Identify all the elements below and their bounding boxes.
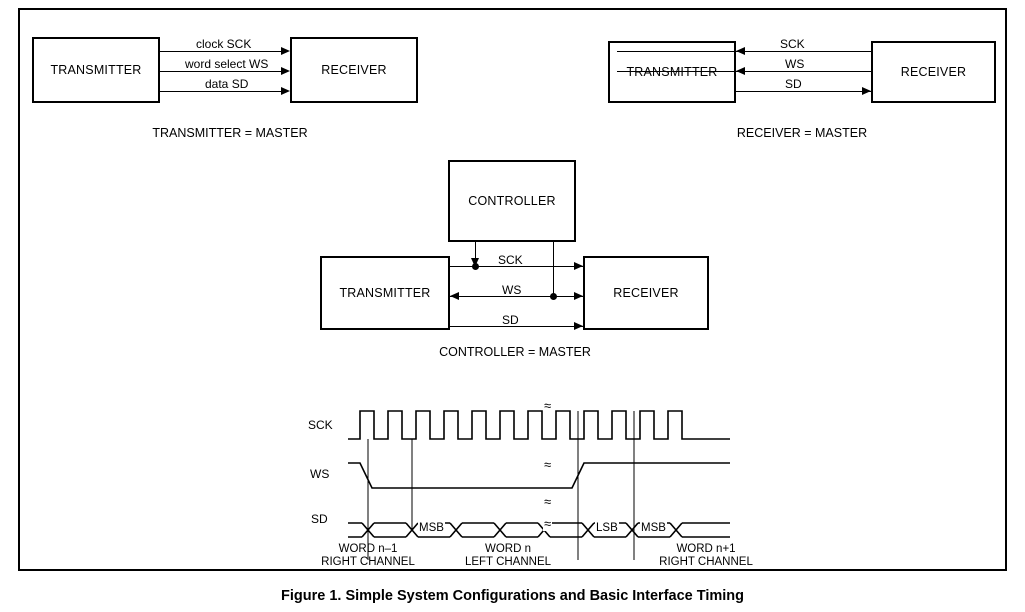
tx-master-sd-label: data SD xyxy=(205,77,249,91)
figure-caption: Figure 1. Simple System Configurations and Basic Interface Timing xyxy=(280,588,745,604)
box-label: RECEIVER xyxy=(321,63,387,77)
tx-master-ws-line xyxy=(160,71,281,72)
tx-master-sd-line xyxy=(160,91,281,92)
timing-ws-label: WS xyxy=(310,467,330,481)
word-marker-line1: WORD n+1 xyxy=(676,543,736,555)
ctrl-master-receiver-box xyxy=(583,256,709,330)
tx-master-sck-line xyxy=(160,51,281,52)
word-marker-line1: WORD n–1 xyxy=(338,543,398,555)
box-label: CONTROLLER xyxy=(468,194,556,208)
tx-master-ws-arrow xyxy=(281,67,290,75)
tx-master-sck-arrow xyxy=(281,47,290,55)
box-label: RECEIVER xyxy=(900,65,967,79)
ctrl-sck-label: SCK xyxy=(498,253,523,267)
controller-box xyxy=(448,160,576,242)
sd-msb-label-2: MSB xyxy=(641,522,666,534)
ctrl-ws-junction-dot xyxy=(550,293,557,300)
rx-master-caption: RECEIVER = MASTER xyxy=(736,126,868,140)
ws-waveform xyxy=(348,463,730,488)
sd-msb-label-1: MSB xyxy=(419,522,444,534)
timing-sck-label: SCK xyxy=(308,418,333,432)
rx-master-ws-arrow xyxy=(736,67,745,75)
rx-master-sd-line xyxy=(736,91,871,92)
figure-frame xyxy=(18,8,1007,571)
box-label: TRANSMITTER xyxy=(50,63,142,77)
ctrl-ws-arrow-left xyxy=(450,292,459,300)
ctrl-master-transmitter-box xyxy=(320,256,450,330)
rx-master-sd-label: SD xyxy=(785,77,802,91)
break-symbol-sd-top: ≈ xyxy=(544,494,552,509)
timing-sd-label: SD xyxy=(311,512,328,526)
tx-master-caption: TRANSMITTER = MASTER xyxy=(152,126,308,140)
tx-master-transmitter-box xyxy=(32,37,160,103)
rx-master-sck-arrow xyxy=(736,47,745,55)
tx-master-sd-arrow xyxy=(281,87,290,95)
word-marker-0 xyxy=(300,543,436,569)
tx-master-ws-label: word select WS xyxy=(185,57,269,71)
word-marker-line1: WORD n xyxy=(485,543,531,555)
ctrl-sck-junction-dot xyxy=(472,263,479,270)
ctrl-ws-arrow xyxy=(574,292,583,300)
rx-master-receiver-box xyxy=(871,41,996,103)
word-marker-line2: RIGHT CHANNEL xyxy=(659,556,753,568)
sd-lsb-label: LSB xyxy=(596,522,618,534)
box-label: RECEIVER xyxy=(613,286,679,300)
ctrl-sck-arrow xyxy=(574,262,583,270)
timing-diagram xyxy=(290,395,760,570)
ctrl-ws-label: WS xyxy=(502,283,522,297)
tx-master-sck-label: clock SCK xyxy=(196,37,252,51)
box-label: TRANSMITTER xyxy=(339,286,431,300)
word-marker-line2: LEFT CHANNEL xyxy=(464,556,552,568)
sck-waveform xyxy=(348,411,730,439)
ctrl-sd-label: SD xyxy=(502,313,519,327)
rx-master-sck-label: SCK xyxy=(780,37,805,51)
word-marker-2 xyxy=(638,543,774,569)
sd-waveform xyxy=(348,523,730,537)
rx-master-sd-arrow xyxy=(862,87,871,95)
break-symbol-ws: ≈ xyxy=(544,457,552,472)
break-symbol-sck: ≈ xyxy=(544,398,552,413)
break-symbol-sd-bottom: ≈ xyxy=(544,516,552,531)
ctrl-ws-drop xyxy=(553,242,554,296)
box-label: TRANSMITTER xyxy=(626,65,718,79)
ctrl-sd-arrow xyxy=(574,322,583,330)
word-marker-line2: RIGHT CHANNEL xyxy=(321,556,415,568)
tx-master-receiver-box xyxy=(290,37,418,103)
ctrl-master-caption: CONTROLLER = MASTER xyxy=(439,345,591,359)
word-marker-1 xyxy=(440,543,576,569)
rx-master-ws-label: WS xyxy=(785,57,805,71)
